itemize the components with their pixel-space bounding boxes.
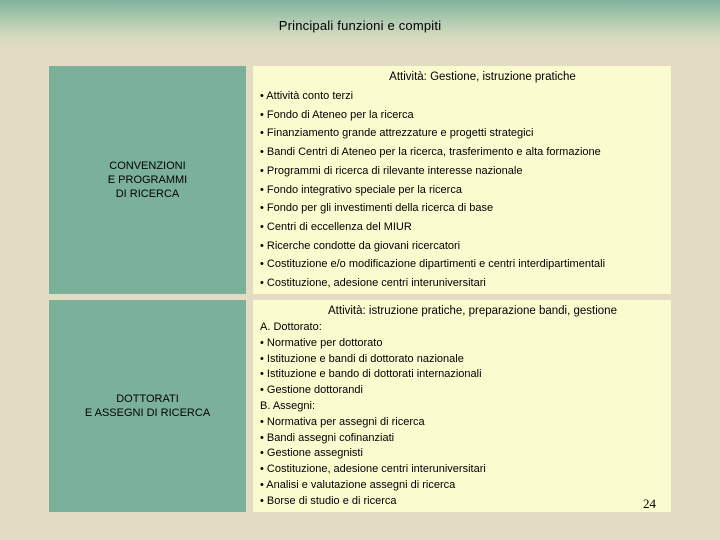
list-item: • Borse di studio e di ricerca xyxy=(260,494,397,507)
section-convenzioni-content xyxy=(253,66,671,294)
list-item: • Fondo per gli investimenti della ricerca di base xyxy=(260,202,494,215)
section-heading: Attività: Gestione, istruzione pratiche xyxy=(389,71,576,83)
list-item: • Gestione assegnisti xyxy=(260,447,363,460)
list-item: A. Dottorato: xyxy=(260,321,322,333)
label-line: E PROGRAMMI xyxy=(107,174,188,186)
section-dottorati-label xyxy=(49,300,246,512)
section-heading: Attività: istruzione pratiche, preparazione bandi, gestione xyxy=(328,305,617,317)
list-item: • Bandi assegni cofinanziati xyxy=(260,431,395,444)
list-item: • Normative per dottorato xyxy=(260,336,383,349)
slide-title: Principali funzioni e compiti xyxy=(278,18,442,33)
list-item: • Bandi Centri di Ateneo per la ricerca, trasferimento e alta formazione xyxy=(260,146,601,159)
list-item: B. Assegni: xyxy=(260,399,316,412)
section-dottorati-content xyxy=(253,300,671,512)
list-item: • Ricerche condotte da giovani ricercatori xyxy=(260,239,461,252)
list-item: • Centri di eccellenza del MIUR xyxy=(260,220,412,233)
list-item: • Programmi di ricerca di rilevante interesse nazionale xyxy=(260,164,523,177)
label-line: E ASSEGNI DI RICERCA xyxy=(84,407,211,419)
list-item: • Fondo di Ateneo per la ricerca xyxy=(260,108,414,121)
activity-list xyxy=(260,87,665,293)
label-line: DOTTORATI xyxy=(116,393,179,405)
list-item: • Analisi e valutazione assegni di ricerca xyxy=(260,478,456,491)
list-item: • Gestione dottorandi xyxy=(260,384,363,397)
list-item: • Normativa per assegni di ricerca xyxy=(260,415,425,428)
list-item: • Attività conto terzi xyxy=(260,90,354,102)
list-item: • Istituzione e bando di dottorati internazionali xyxy=(260,368,482,381)
label-line: CONVENZIONI xyxy=(109,160,186,172)
section-convenzioni-label xyxy=(49,66,246,294)
page-number: 24 xyxy=(643,496,656,511)
list-item: • Finanziamento grande attrezzature e progetti strategici xyxy=(260,127,534,140)
list-item: • Istituzione e bandi di dottorato nazionale xyxy=(260,352,464,365)
list-item: • Costituzione, adesione centri interuniversitari xyxy=(260,277,486,290)
list-item: • Costituzione e/o modificazione dipartimenti e centri interdipartimentali xyxy=(260,258,606,271)
list-item: • Costituzione, adesione centri interuniversitari xyxy=(260,463,486,476)
label-line: DI RICERCA xyxy=(115,188,180,200)
list-item: • Fondo integrativo speciale per la ricerca xyxy=(260,183,462,196)
